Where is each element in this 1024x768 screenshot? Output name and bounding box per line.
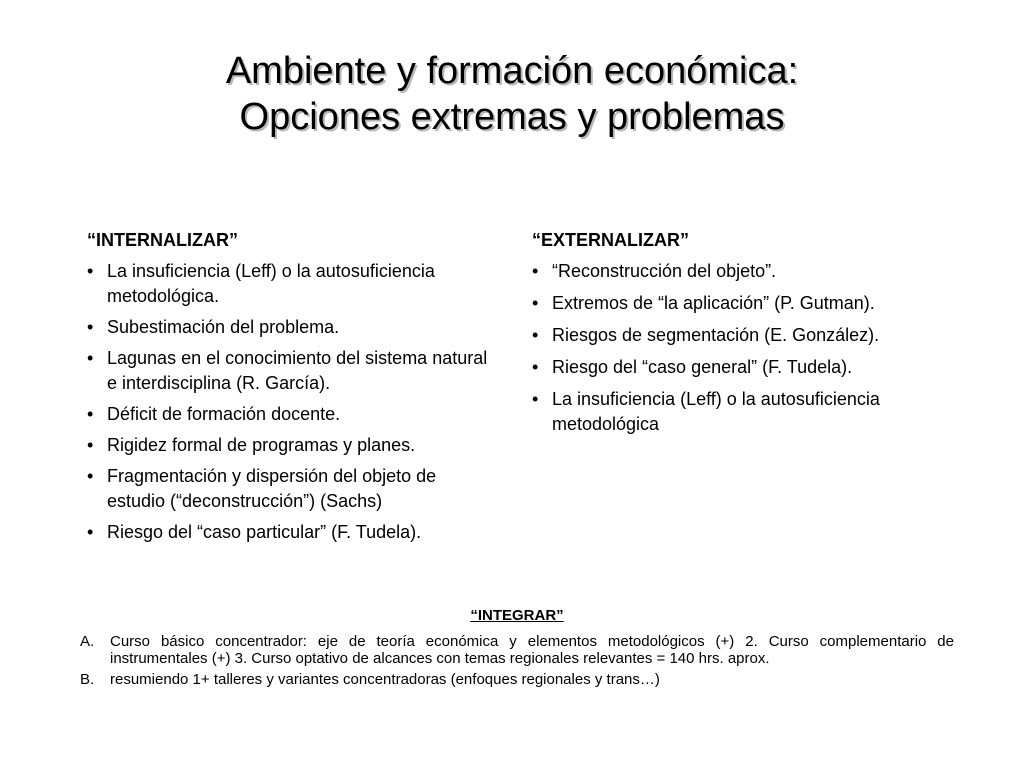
internalizar-list bbox=[87, 259, 497, 545]
list-item-text: Lagunas en el conocimiento del sistema natural e interdisciplina (R. García). bbox=[107, 348, 488, 393]
list-item-text: La insuficiencia (Leff) o la autosuficiencia metodológica bbox=[552, 389, 880, 434]
integrar-heading: “INTEGRAR” bbox=[470, 607, 564, 624]
list-item-text: resumiendo 1+ talleres y variantes concentradoras (enfoques regionales y trans…) bbox=[110, 671, 660, 688]
bullet-icon: • bbox=[532, 261, 539, 281]
slide-title-line-1: Ambiente y formación económica: bbox=[225, 50, 799, 92]
bullet-icon: • bbox=[87, 348, 94, 368]
list-item bbox=[532, 291, 932, 316]
list-item-text: Riesgos de segmentación (E. González). bbox=[552, 325, 880, 345]
externalizar-list bbox=[532, 259, 932, 437]
list-item-text: “Reconstrucción del objeto”. bbox=[552, 261, 777, 281]
list-item bbox=[80, 671, 954, 688]
list-item-text: Subestimación del problema. bbox=[107, 317, 340, 337]
bullet-icon: • bbox=[87, 466, 94, 486]
slide-title-line-2: Opciones extremas y problemas bbox=[239, 96, 785, 138]
bullet-icon: • bbox=[532, 293, 539, 313]
bullet-icon: • bbox=[87, 522, 94, 542]
bullet-icon: • bbox=[532, 325, 539, 345]
list-item bbox=[87, 346, 497, 396]
list-item bbox=[87, 402, 497, 427]
list-item-text: Fragmentación y dispersión del objeto de estudio (“deconstrucción”) (Sachs) bbox=[107, 466, 437, 511]
list-item bbox=[87, 433, 497, 458]
bullet-icon: • bbox=[532, 357, 539, 377]
externalizar-heading: “EXTERNALIZAR” bbox=[532, 230, 689, 250]
list-marker: A. bbox=[80, 633, 95, 650]
integrar-section bbox=[80, 607, 954, 692]
list-item bbox=[532, 323, 932, 348]
list-marker: B. bbox=[80, 671, 95, 688]
bullet-icon: • bbox=[87, 435, 94, 455]
list-item-text: Extremos de “la aplicación” (P. Gutman). bbox=[552, 293, 875, 313]
list-item bbox=[87, 464, 497, 514]
internalizar-heading: “INTERNALIZAR” bbox=[87, 230, 238, 250]
bullet-icon: • bbox=[87, 317, 94, 337]
list-item-text: Riesgo del “caso particular” (F. Tudela). bbox=[107, 522, 422, 542]
bullet-icon: • bbox=[87, 404, 94, 424]
externalizar-column bbox=[532, 228, 932, 444]
bullet-icon: • bbox=[87, 261, 94, 281]
list-item bbox=[532, 387, 932, 437]
list-item-text: Riesgo del “caso general” (F. Tudela). bbox=[552, 357, 853, 377]
list-item-text: La insuficiencia (Leff) o la autosuficiencia metodológica. bbox=[107, 261, 435, 306]
list-item bbox=[87, 520, 497, 545]
slide-title bbox=[0, 48, 1024, 140]
list-item bbox=[87, 315, 497, 340]
list-item bbox=[532, 259, 932, 284]
list-item-text: Déficit de formación docente. bbox=[107, 404, 341, 424]
list-item-text: Rigidez formal de programas y planes. bbox=[107, 435, 416, 455]
list-item-text: Curso básico concentrador: eje de teoría económica y elementos metodológicos (+) 2. Curso complementario de instrumentales (+) 3. Curso optativo de alcances con temas regionales relevantes = 140 hrs. aprox. bbox=[110, 633, 954, 667]
list-item bbox=[87, 259, 497, 309]
list-item bbox=[532, 355, 932, 380]
list-item bbox=[80, 633, 954, 667]
bullet-icon: • bbox=[532, 389, 539, 409]
internalizar-column bbox=[87, 228, 497, 551]
